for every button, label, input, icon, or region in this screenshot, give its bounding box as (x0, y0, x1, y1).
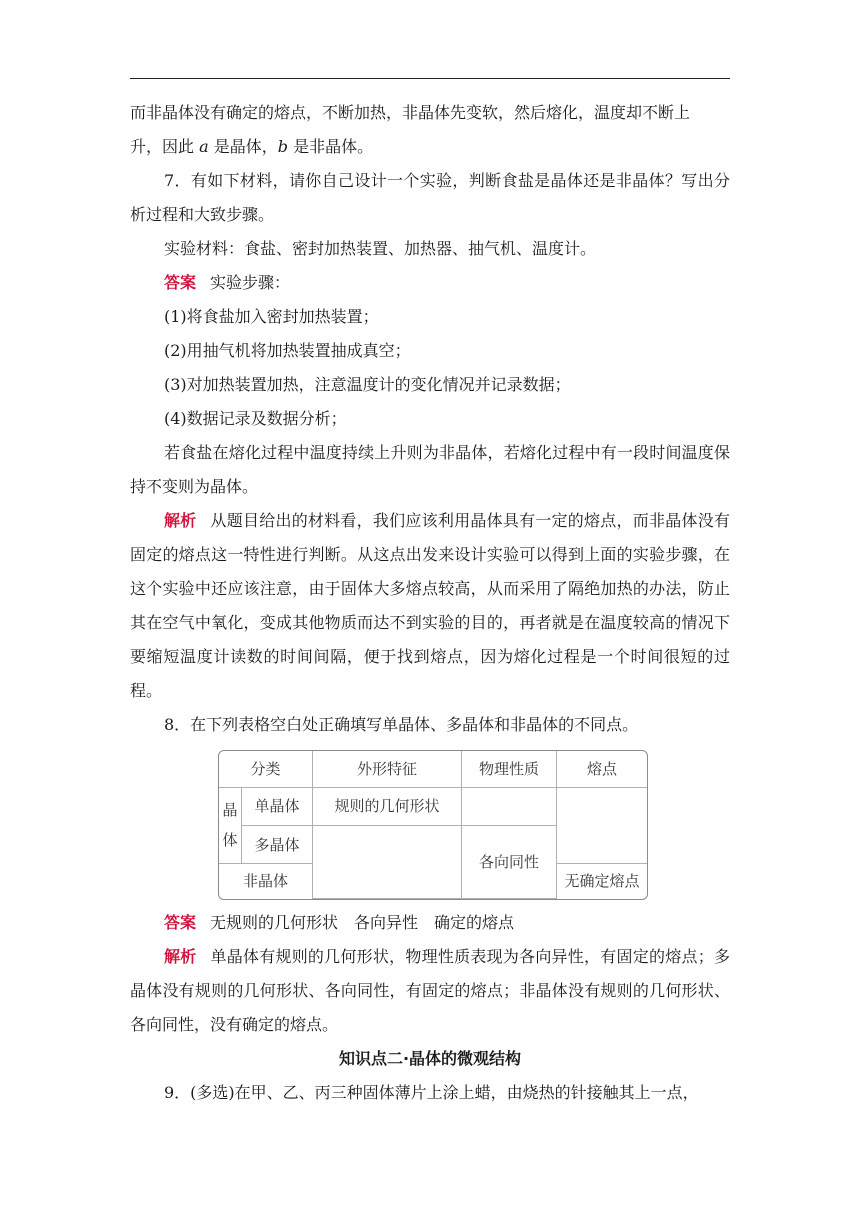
table-header-class: 分类 (219, 751, 313, 787)
analysis-label: 解析 (164, 511, 197, 530)
intro-paragraph (130, 96, 730, 164)
table-cell-single: 单晶体 (242, 787, 313, 825)
q7-analysis (130, 504, 730, 708)
q7-step: (4)数据记录及数据分析； (164, 409, 347, 428)
q8-answer-3: 确定的熔点 (434, 913, 515, 932)
table-cell-amorphous-melt: 无确定熔点 (557, 864, 648, 899)
table-cell-amorphous: 非晶体 (219, 864, 313, 899)
q7-answer (130, 266, 730, 300)
table-cell-single-shape: 规则的几何形状 (313, 787, 462, 825)
table-cell-blank (557, 787, 648, 864)
table-header-physical: 物理性质 (462, 751, 557, 787)
intro-line1: 而非晶体没有确定的熔点，不断加热，非晶体先变软，然后熔化，温度却不断上 (130, 103, 691, 122)
q7-question: 7．有如下材料，请你自己设计一个实验，判断食盐是晶体还是非晶体？写出分析过程和大致步骤。 (130, 171, 730, 224)
answer-label: 答案 (164, 913, 197, 932)
header-rule (130, 78, 730, 79)
var-b: b (277, 137, 289, 156)
crystal-char-2: 体 (222, 831, 238, 850)
q7-step: (1)将食盐加入密封加热装置； (164, 307, 379, 326)
table-cell-isotropic: 各向同性 (462, 825, 557, 898)
q9-question: 9．(多选)在甲、乙、丙三种固体薄片上涂上蜡，由烧热的针接触其上一点， (164, 1083, 699, 1102)
answer-label: 答案 (164, 273, 197, 292)
q8-analysis-text: 单晶体有规则的几何形状，物理性质表现为各向异性，有固定的熔点；多晶体没有规则的几何形状、各向同性，有固定的熔点；非晶体没有规则的几何形状、各向同性，没有确定的熔点。 (130, 947, 730, 1034)
crystal-char-1: 晶 (222, 801, 238, 820)
q8-answer (130, 906, 730, 940)
q8-answer-1: 无规则的几何形状 (210, 913, 339, 932)
var-a: a (199, 137, 209, 156)
table-cell-poly: 多晶体 (242, 825, 313, 863)
q8-analysis (130, 940, 730, 1042)
table-cell-blank (462, 787, 557, 825)
section-heading: 知识点二·晶体的微观结构 (338, 1049, 522, 1068)
intro-line2b: 是晶体， (213, 137, 278, 156)
q7-step: (3)对加热装置加热，注意温度计的变化情况并记录数据； (164, 375, 571, 394)
table-cell-crystal (219, 787, 242, 864)
q7-conclusion: 若食盐在熔化过程中温度持续上升则为非晶体，若熔化过程中有一段时间温度保持不变则为晶体。 (130, 443, 730, 496)
q7-answer-intro: 实验步骤： (210, 273, 291, 292)
table-header-shape: 外形特征 (313, 751, 462, 787)
table-cell-blank (313, 825, 462, 898)
q8-answer-2: 各向异性 (354, 913, 419, 932)
q7-analysis-text: 从题目给出的材料看，我们应该利用晶体具有一定的熔点，而非晶体没有固定的熔点这一特性进行判断。从这点出发来设计实验可以得到上面的实验步骤，在这个实验中还应该注意，由于固体大多熔点较高，从而采用了隔绝加热的办法，防止其在空气中氧化，变成其他物质而达不到实验的目的，再者就是在温度较高的情况下要缩短温度计读数的时间间隔，便于找到熔点，因为熔化过程是一个时间很短的过程。 (130, 511, 730, 700)
page-content (130, 96, 730, 1110)
q7-materials: 实验材料：食盐、密封加热装置、加热器、抽气机、温度计。 (164, 239, 597, 258)
intro-line2c: 是非晶体。 (293, 137, 374, 156)
analysis-label: 解析 (164, 947, 197, 966)
q8-question: 8．在下列表格空白处正确填写单晶体、多晶体和非晶体的不同点。 (164, 715, 639, 734)
crystal-table (218, 750, 648, 900)
q7-step: (2)用抽气机将加热装置抽成真空； (164, 341, 411, 360)
intro-line2a: 升，因此 (130, 137, 195, 156)
table-header-melting: 熔点 (557, 751, 648, 787)
